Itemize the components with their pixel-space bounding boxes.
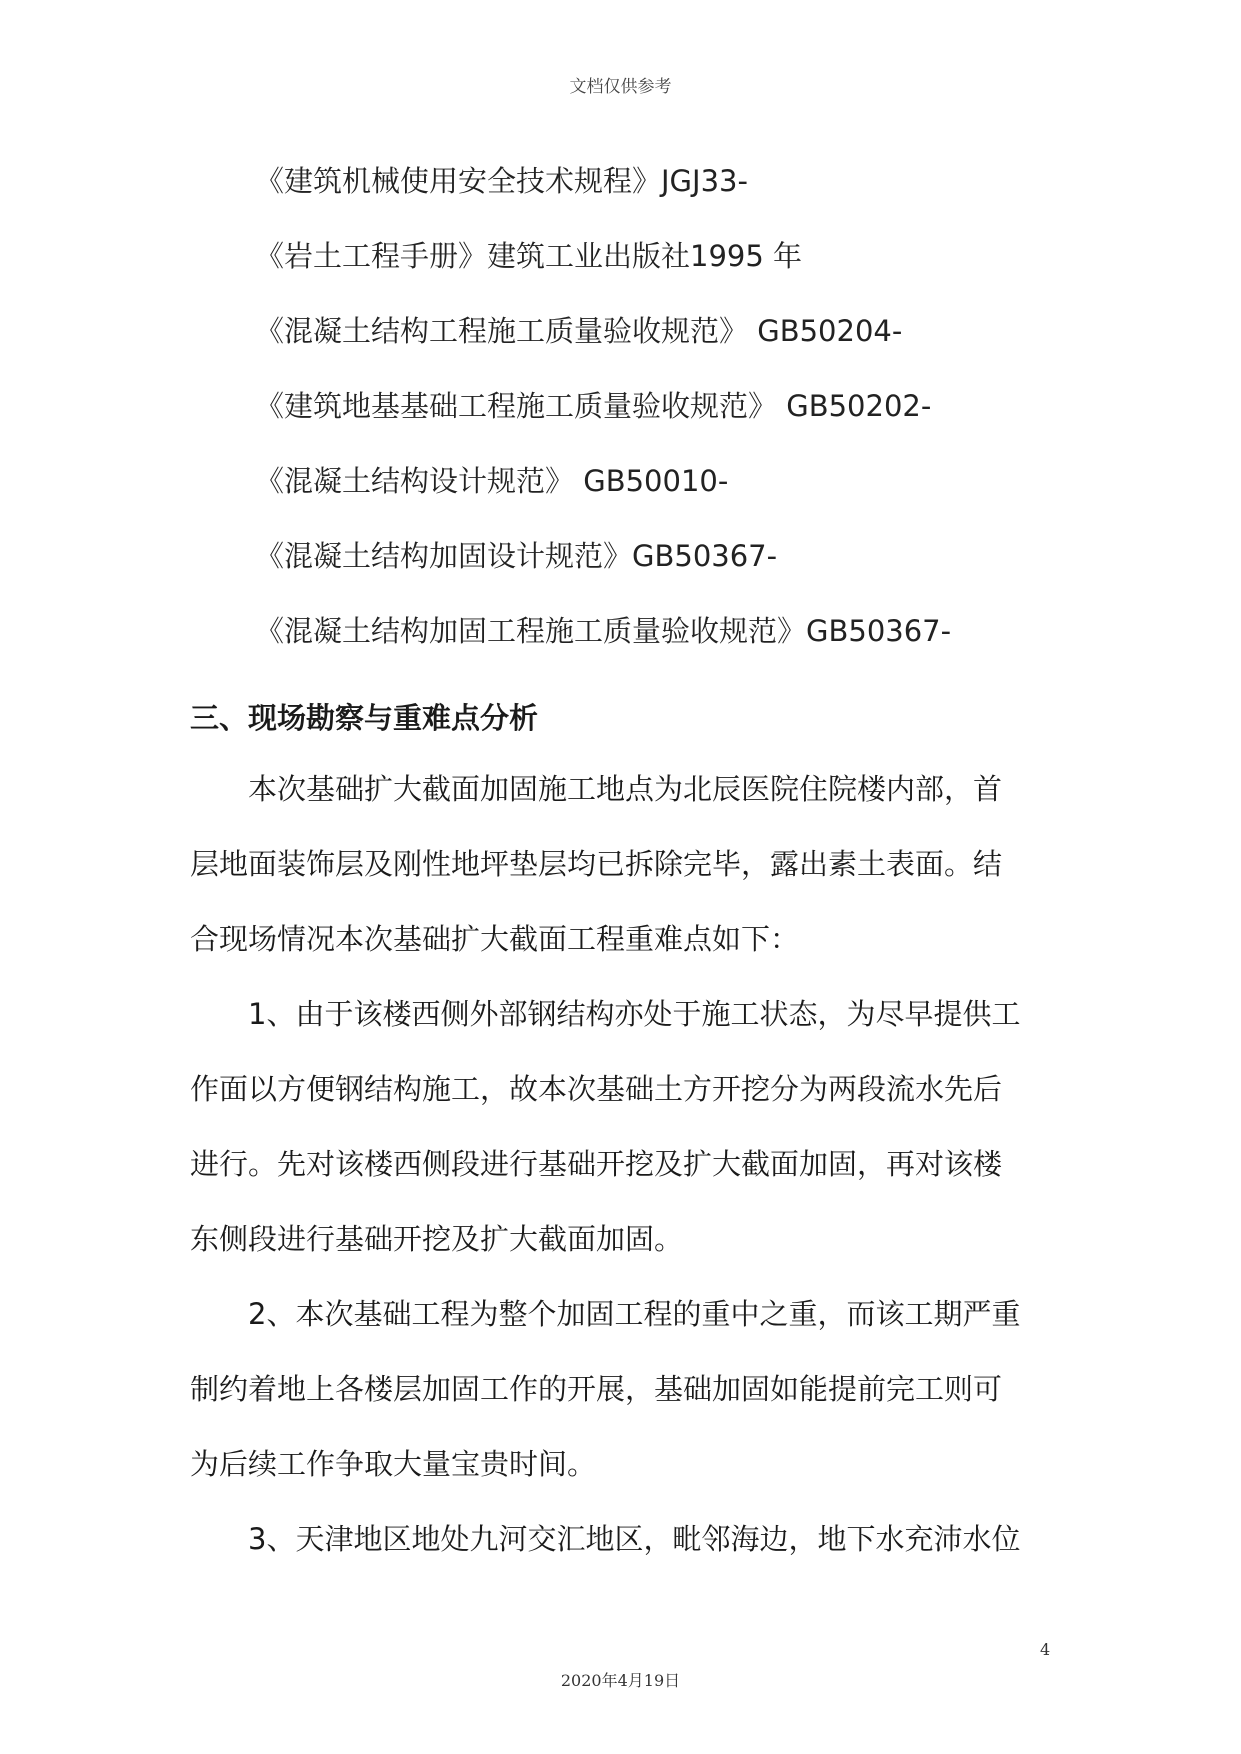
paragraph-point-2	[190, 1277, 1060, 1502]
paragraph-line: 本次基础扩大截面加固施工地点为北辰医院住院楼内部，首	[248, 772, 1003, 806]
reference-item: 《建筑机械使用安全技术规程》JGJ33-	[255, 164, 748, 198]
paragraph-line: 东侧段进行基础开挖及扩大截面加固。	[190, 1222, 684, 1256]
reference-item: 《岩土工程手册》建筑工业出版社1995 年	[255, 239, 803, 273]
paragraph-line: 层地面装饰层及刚性地坪垫层均已拆除完毕，露出素土表面。结	[190, 847, 1003, 881]
reference-item: 《建筑地基基础工程施工质量验收规范》 GB50202-	[255, 389, 932, 423]
paragraph-line: 为后续工作争取大量宝贵时间。	[190, 1447, 597, 1481]
reference-list	[255, 163, 951, 688]
paragraph-line: 1、由于该楼西侧外部钢结构亦处于施工状态，为尽早提供工	[248, 997, 1021, 1031]
reference-item: 《混凝土结构加固设计规范》GB50367-	[255, 539, 778, 573]
page-number: 4	[1040, 1640, 1051, 1659]
page-footer-date: 2020年4月19日	[560, 1671, 681, 1690]
paragraph-point-3	[190, 1502, 1060, 1577]
paragraph-line: 作面以方便钢结构施工，故本次基础土方开挖分为两段流水先后	[190, 1072, 1003, 1106]
paragraph-line: 制约着地上各楼层加固工作的开展，基础加固如能提前完工则可	[190, 1372, 1003, 1406]
paragraph-line: 进行。先对该楼西侧段进行基础开挖及扩大截面加固，再对该楼	[190, 1147, 1003, 1181]
reference-item: 《混凝土结构工程施工质量验收规范》 GB50204-	[255, 314, 903, 348]
reference-item: 《混凝土结构设计规范》 GB50010-	[255, 464, 729, 498]
page-header: 文档仅供参考	[569, 77, 672, 97]
paragraph-site-location	[190, 752, 1060, 977]
paragraph-point-1	[190, 977, 1060, 1277]
reference-item: 《混凝土结构加固工程施工质量验收规范》GB50367-	[255, 614, 952, 648]
paragraph-line: 合现场情况本次基础扩大截面工程重难点如下：	[190, 922, 800, 956]
paragraph-line: 2、本次基础工程为整个加固工程的重中之重，而该工期严重	[248, 1297, 1021, 1331]
paragraph-line: 3、天津地区地处九河交汇地区，毗邻海边，地下水充沛水位	[248, 1522, 1021, 1556]
section-heading: 三、现场勘察与重难点分析	[190, 701, 539, 735]
